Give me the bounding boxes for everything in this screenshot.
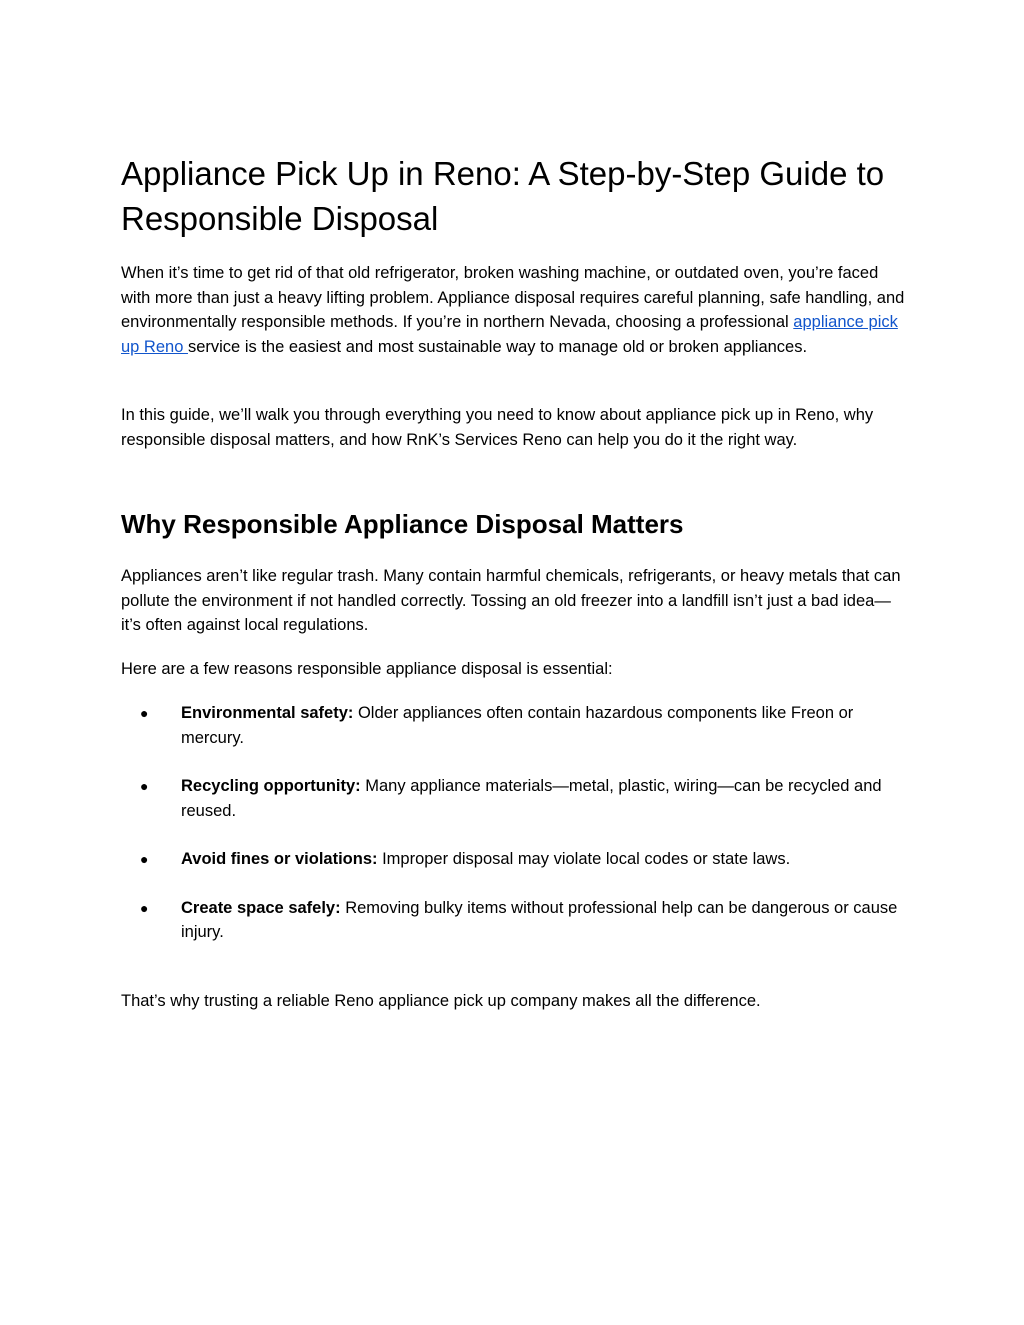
reasons-intro: Here are a few reasons responsible appliance disposal is essential: (121, 660, 613, 678)
reason-label: Avoid fines or violations: (181, 850, 378, 868)
bullet-icon: ● (140, 899, 149, 916)
intro-text-before-link: When it’s time to get rid of that old refrigerator, broken washing machine, or outdated oven, you’re faced with more than just a heavy lifting problem. Appliance disposal requires careful planning, safe handling, and environmentally responsible methods. If you’re in northern Nevada, choosing a professional (121, 264, 905, 331)
intro-paragraph (121, 261, 907, 359)
bullet-icon: ● (140, 851, 149, 867)
guide-paragraph: In this guide, we’ll walk you through everything you need to know about appliance pick up in Reno, why responsible disposal matters, and how RnK’s Services Reno can help you do it the right way. (121, 406, 874, 449)
list-item (121, 701, 907, 750)
appliance-pick-up-reno-link[interactable]: appliance pick up Reno (121, 313, 898, 356)
list-item (121, 847, 907, 872)
reason-text: Many appliance materials—metal, plastic, wiring—can be recycled and reused. (181, 777, 882, 820)
list-item (121, 896, 907, 945)
list-item (121, 774, 907, 823)
section-heading: Why Responsible Appliance Disposal Matters (121, 509, 684, 539)
bullet-icon: ● (140, 778, 149, 794)
bullet-icon: ● (140, 705, 149, 721)
reason-text: Improper disposal may violate local codes or state laws. (377, 850, 791, 868)
document-title: Appliance Pick Up in Reno: A Step-by-Step Guide to Responsible Disposal (121, 155, 885, 237)
reason-text: Removing bulky items without professional help can be dangerous or cause injury. (181, 898, 898, 941)
reason-label: Recycling opportunity: (181, 777, 361, 795)
reason-label: Environmental safety: (181, 704, 354, 722)
reason-label: Create space safely: (181, 898, 341, 917)
closing-paragraph: That’s why trusting a reliable Reno appliance pick up company makes all the difference. (121, 992, 761, 1010)
intro-text-after-link: service is the easiest and most sustainable way to manage old or broken appliances. (187, 337, 808, 356)
reason-text: Older appliances often contain hazardous components like Freon or mercury. (181, 704, 854, 747)
section-paragraph: Appliances aren’t like regular trash. Many contain harmful chemicals, refrigerants, or heavy metals that can pollute the environment if not handled correctly. Tossing an old freezer into a landfill isn’t just a bad idea—it’s often against local regulations. (121, 567, 901, 634)
reasons-list (121, 701, 907, 969)
